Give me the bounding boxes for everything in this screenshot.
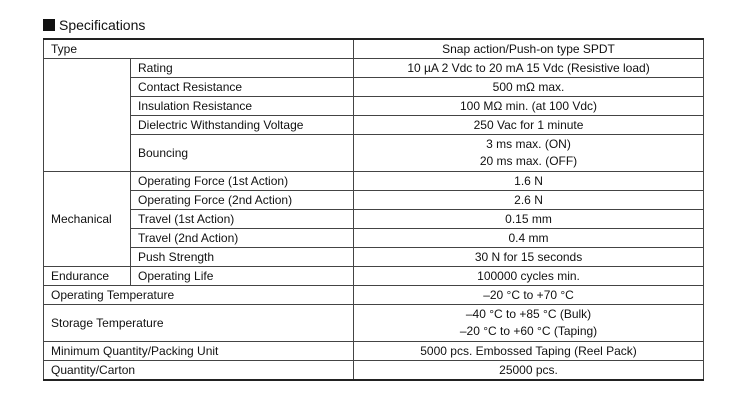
table-row bbox=[44, 305, 704, 342]
row-label: Minimum Quantity/Packing Unit bbox=[44, 342, 354, 361]
row-label: Operating Force (1st Action) bbox=[131, 172, 354, 191]
table-row bbox=[44, 116, 704, 135]
group-cell-electrical bbox=[44, 59, 131, 172]
table-row bbox=[44, 191, 704, 210]
value-line: –40 °C to +85 °C (Bulk) bbox=[465, 307, 592, 321]
table-row bbox=[44, 229, 704, 248]
row-label: Dielectric Withstanding Voltage bbox=[131, 116, 354, 135]
row-label: Operating Temperature bbox=[44, 286, 354, 305]
row-label: Travel (1st Action) bbox=[131, 210, 354, 229]
table-row bbox=[44, 361, 704, 381]
row-label: Bouncing bbox=[131, 135, 354, 172]
table-row bbox=[44, 135, 704, 172]
row-value: 10 µA 2 Vdc to 20 mA 15 Vdc (Resistive load) bbox=[354, 59, 704, 78]
row-value: 250 Vac for 1 minute bbox=[354, 116, 704, 135]
table-row bbox=[44, 210, 704, 229]
table-row bbox=[44, 78, 704, 97]
row-label: Push Strength bbox=[131, 248, 354, 267]
group-label-mechanical: Mechanical bbox=[44, 172, 131, 267]
table-row bbox=[44, 59, 704, 78]
value-line: 20 ms max. (OFF) bbox=[479, 154, 578, 168]
row-label: Contact Resistance bbox=[131, 78, 354, 97]
row-label: Insulation Resistance bbox=[131, 97, 354, 116]
row-value: –20 °C to +70 °C bbox=[354, 286, 704, 305]
section-heading bbox=[43, 17, 145, 33]
row-value: 1.6 N bbox=[354, 172, 704, 191]
row-label: Rating bbox=[131, 59, 354, 78]
table-row bbox=[44, 342, 704, 361]
table-row bbox=[44, 172, 704, 191]
row-value: 100 MΩ min. (at 100 Vdc) bbox=[354, 97, 704, 116]
table-row bbox=[44, 248, 704, 267]
row-label: Type bbox=[44, 39, 354, 59]
row-value: 500 mΩ max. bbox=[354, 78, 704, 97]
row-label: Travel (2nd Action) bbox=[131, 229, 354, 248]
row-value: 5000 pcs. Embossed Taping (Reel Pack) bbox=[354, 342, 704, 361]
row-value: 0.15 mm bbox=[354, 210, 704, 229]
row-label: Quantity/Carton bbox=[44, 361, 354, 381]
row-label: Storage Temperature bbox=[44, 305, 354, 342]
square-bullet-icon bbox=[43, 19, 55, 31]
group-label-endurance: Endurance bbox=[44, 267, 131, 286]
row-value: 0.4 mm bbox=[354, 229, 704, 248]
row-value: 100000 cycles min. bbox=[354, 267, 704, 286]
row-value bbox=[354, 305, 704, 342]
row-value: 2.6 N bbox=[354, 191, 704, 210]
value-line: –20 °C to +60 °C (Taping) bbox=[459, 324, 598, 338]
table-row bbox=[44, 39, 704, 59]
row-value: Snap action/Push-on type SPDT bbox=[354, 39, 704, 59]
value-line: 3 ms max. (ON) bbox=[486, 137, 571, 151]
row-value: 25000 pcs. bbox=[354, 361, 704, 381]
row-value bbox=[354, 135, 704, 172]
table-row bbox=[44, 97, 704, 116]
row-label: Operating Force (2nd Action) bbox=[131, 191, 354, 210]
row-value: 30 N for 15 seconds bbox=[354, 248, 704, 267]
table-row bbox=[44, 286, 704, 305]
row-label: Operating Life bbox=[131, 267, 354, 286]
section-title: Specifications bbox=[59, 17, 146, 33]
table-row bbox=[44, 267, 704, 286]
specifications-table bbox=[43, 38, 704, 381]
